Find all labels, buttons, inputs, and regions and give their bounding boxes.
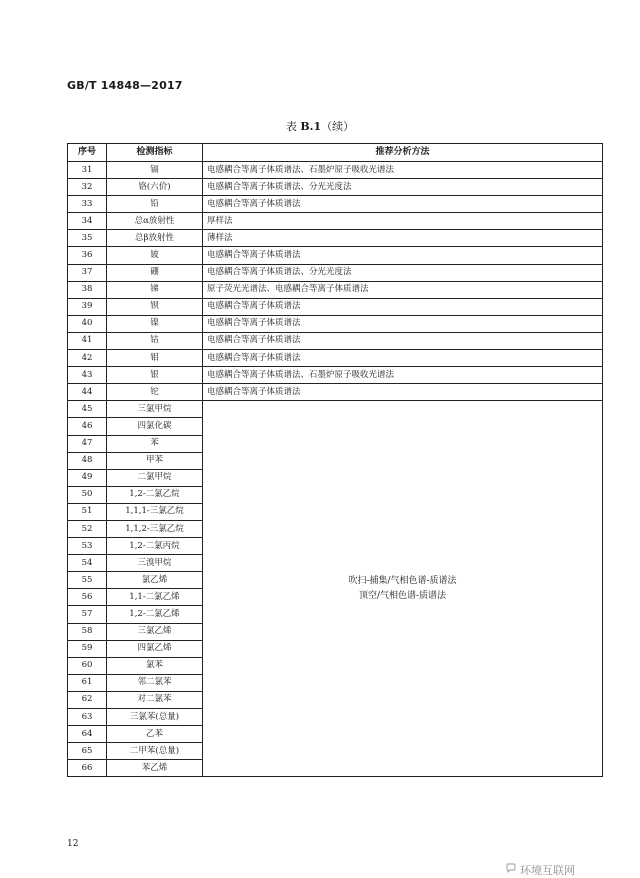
table-title-suffix: （续） — [321, 120, 355, 133]
table-row — [68, 179, 603, 196]
row-number: 42 — [68, 350, 107, 367]
indicator-cell: 苯 — [107, 435, 203, 452]
indicator-cell: 铅 — [107, 196, 203, 213]
row-number: 54 — [68, 555, 107, 572]
indicator-cell: 总β放射性 — [107, 230, 203, 247]
indicator-cell: 甲苯 — [107, 452, 203, 469]
table-row — [68, 162, 603, 179]
indicator-cell: 铬(六价) — [107, 179, 203, 196]
row-number: 66 — [68, 760, 107, 777]
indicator-cell: 氯苯 — [107, 657, 203, 674]
row-number: 43 — [68, 367, 107, 384]
row-number: 47 — [68, 435, 107, 452]
indicator-cell: 乙苯 — [107, 726, 203, 743]
method-cell: 厚样法 — [203, 213, 603, 230]
indicator-cell: 镉 — [107, 162, 203, 179]
row-number: 53 — [68, 538, 107, 555]
indicator-cell: 三氯甲烷 — [107, 401, 203, 418]
column-header-indicator: 检测指标 — [107, 144, 203, 162]
indicator-cell: 钼 — [107, 350, 203, 367]
table-row — [68, 213, 603, 230]
indicator-cell: 钴 — [107, 332, 203, 349]
table-row — [68, 315, 603, 332]
indicator-cell: 邻二氯苯 — [107, 674, 203, 691]
row-number: 40 — [68, 315, 107, 332]
indicator-cell: 铍 — [107, 247, 203, 264]
merged-method-line-1: 吹扫-捕集/气相色谱-质谱法 — [348, 575, 457, 586]
row-number: 38 — [68, 281, 107, 298]
row-number: 60 — [68, 657, 107, 674]
indicator-cell: 镍 — [107, 315, 203, 332]
merged-method-line-2: 顶空/气相色谱-质谱法 — [358, 590, 447, 601]
indicator-cell: 硼 — [107, 264, 203, 281]
merged-method-cell — [203, 401, 603, 777]
row-number: 65 — [68, 743, 107, 760]
method-cell: 电感耦合等离子体质谱法、石墨炉原子吸收光谱法 — [203, 367, 603, 384]
table-title-label: B.1 — [300, 120, 322, 133]
table-header-row — [68, 144, 603, 162]
indicator-cell: 总α放射性 — [107, 213, 203, 230]
detection-method-table — [67, 143, 603, 777]
document-standard-number: GB/T 14848—2017 — [67, 79, 183, 92]
indicator-cell: 锑 — [107, 281, 203, 298]
method-cell: 电感耦合等离子体质谱法 — [203, 384, 603, 401]
table-row — [68, 384, 603, 401]
watermark-text: 环境互联网 — [520, 864, 575, 877]
method-cell: 电感耦合等离子体质谱法、石墨炉原子吸收光谱法 — [203, 162, 603, 179]
row-number: 39 — [68, 298, 107, 315]
row-number: 32 — [68, 179, 107, 196]
method-cell: 电感耦合等离子体质谱法 — [203, 247, 603, 264]
table-title-prefix: 表 — [285, 120, 301, 133]
indicator-cell: 四氯乙烯 — [107, 640, 203, 657]
method-cell: 电感耦合等离子体质谱法 — [203, 315, 603, 332]
indicator-cell: 四氯化碳 — [107, 418, 203, 435]
table-row — [68, 247, 603, 264]
indicator-cell: 铊 — [107, 384, 203, 401]
indicator-cell: 银 — [107, 367, 203, 384]
row-number: 56 — [68, 589, 107, 606]
table-row — [68, 367, 603, 384]
row-number: 44 — [68, 384, 107, 401]
row-number: 48 — [68, 452, 107, 469]
row-number: 46 — [68, 418, 107, 435]
indicator-cell: 三溴甲烷 — [107, 555, 203, 572]
row-number: 51 — [68, 503, 107, 520]
column-header-no: 序号 — [68, 144, 107, 162]
row-number: 33 — [68, 196, 107, 213]
row-number: 50 — [68, 486, 107, 503]
table-title — [0, 118, 640, 134]
row-number: 58 — [68, 623, 107, 640]
table-row — [68, 230, 603, 247]
row-number: 55 — [68, 572, 107, 589]
row-number: 52 — [68, 520, 107, 537]
table-row — [68, 196, 603, 213]
indicator-cell: 钡 — [107, 298, 203, 315]
table-row — [68, 350, 603, 367]
row-number: 59 — [68, 640, 107, 657]
table-row — [68, 332, 603, 349]
table-row — [68, 298, 603, 315]
indicator-cell: 氯乙烯 — [107, 572, 203, 589]
table-row — [68, 281, 603, 298]
row-number: 62 — [68, 691, 107, 708]
method-cell: 电感耦合等离子体质谱法 — [203, 350, 603, 367]
method-cell: 电感耦合等离子体质谱法 — [203, 196, 603, 213]
chat-bubble-icon — [506, 863, 516, 873]
row-number: 63 — [68, 709, 107, 726]
method-cell: 电感耦合等离子体质谱法 — [203, 298, 603, 315]
indicator-cell: 三氯苯(总量) — [107, 709, 203, 726]
indicator-cell: 1,1-二氯乙烯 — [107, 589, 203, 606]
column-header-method: 推荐分析方法 — [203, 144, 603, 162]
row-number: 31 — [68, 162, 107, 179]
row-number: 57 — [68, 606, 107, 623]
indicator-cell: 二甲苯(总量) — [107, 743, 203, 760]
row-number: 34 — [68, 213, 107, 230]
indicator-cell: 苯乙烯 — [107, 760, 203, 777]
indicator-cell: 1,2-二氯丙烷 — [107, 538, 203, 555]
table-row — [68, 264, 603, 281]
row-number: 45 — [68, 401, 107, 418]
table-row — [68, 401, 603, 418]
indicator-cell: 三氯乙烯 — [107, 623, 203, 640]
row-number: 37 — [68, 264, 107, 281]
method-cell: 电感耦合等离子体质谱法、分光光度法 — [203, 179, 603, 196]
indicator-cell: 1,2-二氯乙烷 — [107, 486, 203, 503]
page-number: 12 — [67, 839, 79, 849]
indicator-cell: 二氯甲烷 — [107, 469, 203, 486]
row-number: 64 — [68, 726, 107, 743]
method-cell: 原子荧光光谱法、电感耦合等离子体质谱法 — [203, 281, 603, 298]
method-cell: 薄样法 — [203, 230, 603, 247]
table-body — [68, 162, 603, 777]
method-cell: 电感耦合等离子体质谱法 — [203, 332, 603, 349]
row-number: 61 — [68, 674, 107, 691]
indicator-cell: 1,1,2-三氯乙烷 — [107, 520, 203, 537]
row-number: 36 — [68, 247, 107, 264]
method-cell: 电感耦合等离子体质谱法、分光光度法 — [203, 264, 603, 281]
row-number: 41 — [68, 332, 107, 349]
indicator-cell: 1,1,1-三氯乙烷 — [107, 503, 203, 520]
row-number: 49 — [68, 469, 107, 486]
indicator-cell: 1,2-二氯乙烯 — [107, 606, 203, 623]
row-number: 35 — [68, 230, 107, 247]
indicator-cell: 对二氯苯 — [107, 691, 203, 708]
